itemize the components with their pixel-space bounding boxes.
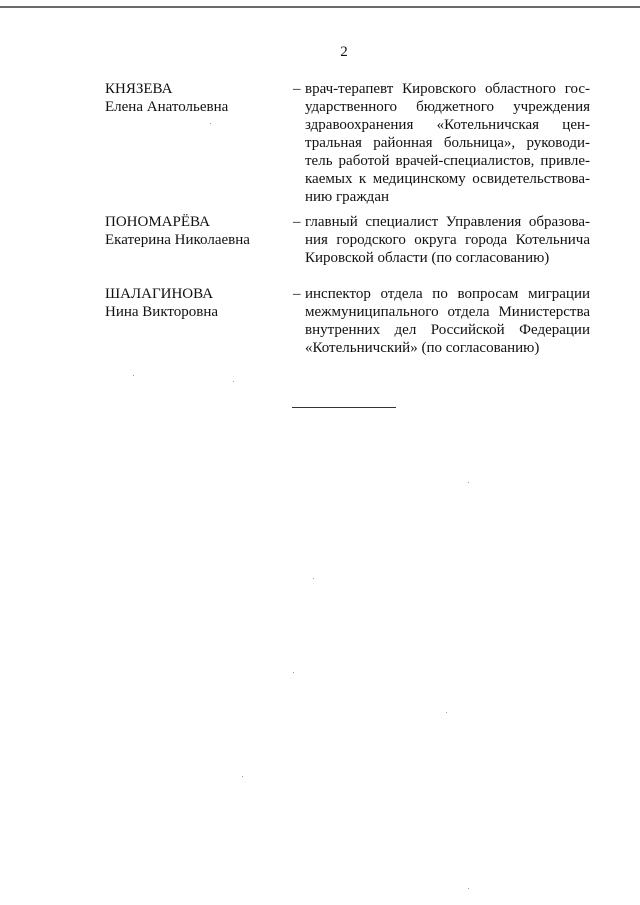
member-role-line: каемых к медицинскому освидетельствова- <box>305 171 590 187</box>
member-role-line: Кировской области (по согласованию) <box>305 250 550 266</box>
member-dash: – <box>293 214 301 230</box>
member-name <box>105 285 280 321</box>
member-surname: ПОНОМАРЁВА <box>105 214 210 230</box>
member-dash: – <box>293 81 301 97</box>
member-given-names: Нина Викторовна <box>105 304 219 320</box>
member-role-line: ния городского округа города Котельнича <box>305 232 590 248</box>
scan-speck <box>313 578 314 579</box>
member-role-line: нию граждан <box>305 189 390 205</box>
member-role <box>305 80 590 206</box>
scan-speck <box>293 672 294 673</box>
member-role-line: «Котельничский» (по согласованию) <box>305 340 540 356</box>
member-dash: – <box>293 286 301 302</box>
member-surname: КНЯЗЕВА <box>105 81 173 97</box>
member-role-line: тель работой врачей-специалистов, привле- <box>305 153 590 169</box>
scan-speck <box>210 123 211 124</box>
member-surname: ШАЛАГИНОВА <box>105 286 214 302</box>
member-role-line: внутренних дел Российской Федерации <box>305 322 590 338</box>
scan-speck <box>242 776 243 777</box>
member-given-names: Екатерина Николаевна <box>105 232 250 248</box>
scan-speck <box>233 381 234 382</box>
member-role <box>305 213 590 267</box>
scan-speck <box>133 375 134 376</box>
member-role-line: межмуниципального отдела Министерства <box>305 304 590 320</box>
member-role <box>305 285 590 357</box>
list-end-separator <box>292 407 396 408</box>
member-role-line: тральная районная больница», руководи- <box>305 135 590 151</box>
member-name <box>105 213 280 249</box>
member-role-line: врач-терапевт Кировского областного гос- <box>305 81 590 97</box>
scan-speck <box>468 888 469 889</box>
scan-speck <box>468 482 469 483</box>
member-role-line: ударственного бюджетного учреждения <box>305 99 590 115</box>
scan-top-edge-line <box>0 6 640 8</box>
member-given-names: Елена Анатольевна <box>105 99 229 115</box>
member-name <box>105 80 280 116</box>
page-number: 2 <box>340 44 348 60</box>
member-role-line: главный специалист Управления образова- <box>305 214 590 230</box>
member-role-line: здравоохранения «Котельничская цен- <box>305 117 590 133</box>
member-role-line: инспектор отдела по вопросам миграции <box>305 286 590 302</box>
scan-speck <box>446 712 447 713</box>
